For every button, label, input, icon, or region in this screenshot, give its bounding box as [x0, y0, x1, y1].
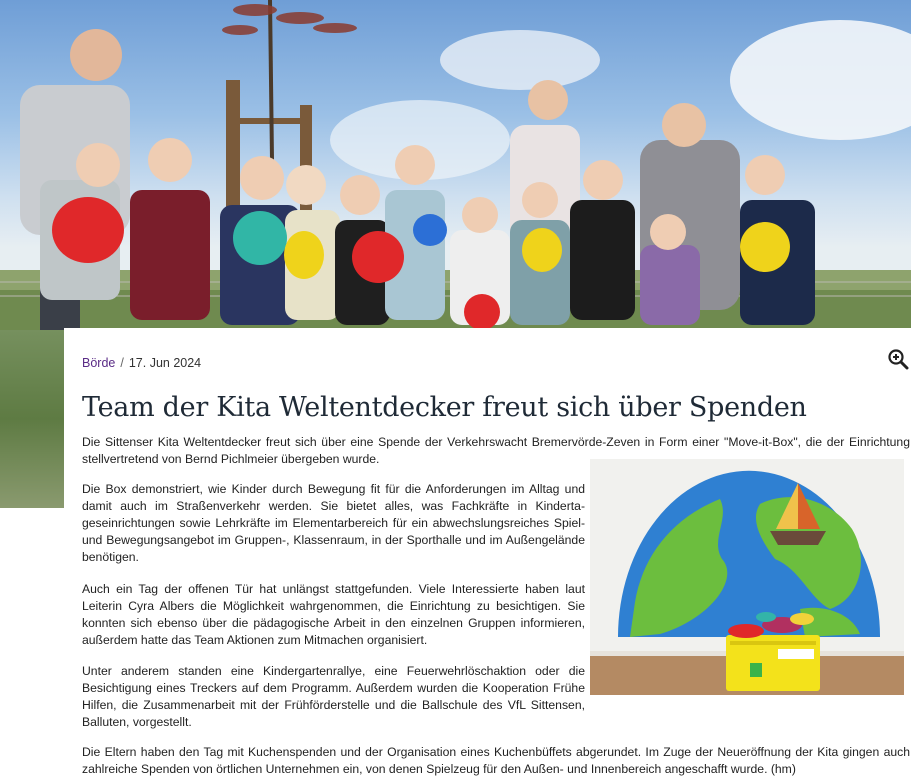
- article-card: [64, 328, 911, 779]
- inline-photo[interactable]: [590, 459, 904, 695]
- hero-photo: [0, 0, 911, 330]
- category-link[interactable]: Börde: [82, 356, 116, 370]
- article-date: 17. Jun 2024: [128, 356, 202, 370]
- zoom-in-glyph: [887, 348, 909, 370]
- meta-separator: /: [120, 356, 124, 370]
- article-paragraph: Die Sittenser Kita Weltentdecker freut sich über eine Spende der Verkehrswacht Bremervörde-Zeven in Form einer "Move-it-Box", die der Einrichtung stellvertretend von Bernd Pichlmeier übergeben wurde.: [82, 435, 910, 466]
- article-meta: [82, 356, 201, 370]
- hero-photo-edge: [0, 330, 64, 508]
- article-paragraph: Die Box demonstriert, wie Kinder durch Bewegung fit für die Anforderungen im Alltag und damit auch im Straßenverkehr werden. Sie bietet alles, was Fachkräfte in Kindertageseinrichtungen sowie Lehrkräfte im Elementarbereich für ein abwechslungsreiches Spiel- und Bewegungsangebot im Gruppen-, Klassenraum, in der Sporthalle und im Außengelände benötigen.: [82, 482, 585, 564]
- article-paragraph: Unter anderem standen eine Kindergartenrallye, eine Feuerwehrlöschaktion oder die Besichtigung eines Treckers auf dem Programm. Außerdem wurden die Kooperation Frühe Hilfen, die Zusammenarbeit mit der Frühförderstelle und die Ballschule des VfL Sittensen, Balluten, vorgestellt.: [82, 664, 585, 729]
- zoom-in-icon[interactable]: [887, 348, 909, 370]
- article-paragraph: Die Eltern haben den Tag mit Kuchenspenden und der Organisation eines Kuchenbüffets abgerundet. Im Zuge der Neueröffnung der Kita gingen auch zahlreiche Spenden von örtlichen Unternehmen ein, von denen Spielzeug für den Außen- und Innenbereich angeschafft wurde. (hm): [82, 745, 910, 776]
- article-paragraph: Auch ein Tag der offenen Tür hat unlängst stattgefunden. Viele Interessierte haben laut Leiterin Cyra Albers die Möglichkeit wahrgenommen, die Einrichtung zu besichtigen. Sie konnten sich ebenso über die pädagogische Arbeit in den einzelnen Gruppen informieren, außerdem hatte das Team Aktionen zum Mitmachen organisiert.: [82, 582, 585, 647]
- inline-photo-illustration: [590, 459, 904, 695]
- article-title: Team der Kita Weltentdecker freut sich über Spenden: [82, 392, 807, 423]
- hero-photo-illustration: [0, 0, 911, 330]
